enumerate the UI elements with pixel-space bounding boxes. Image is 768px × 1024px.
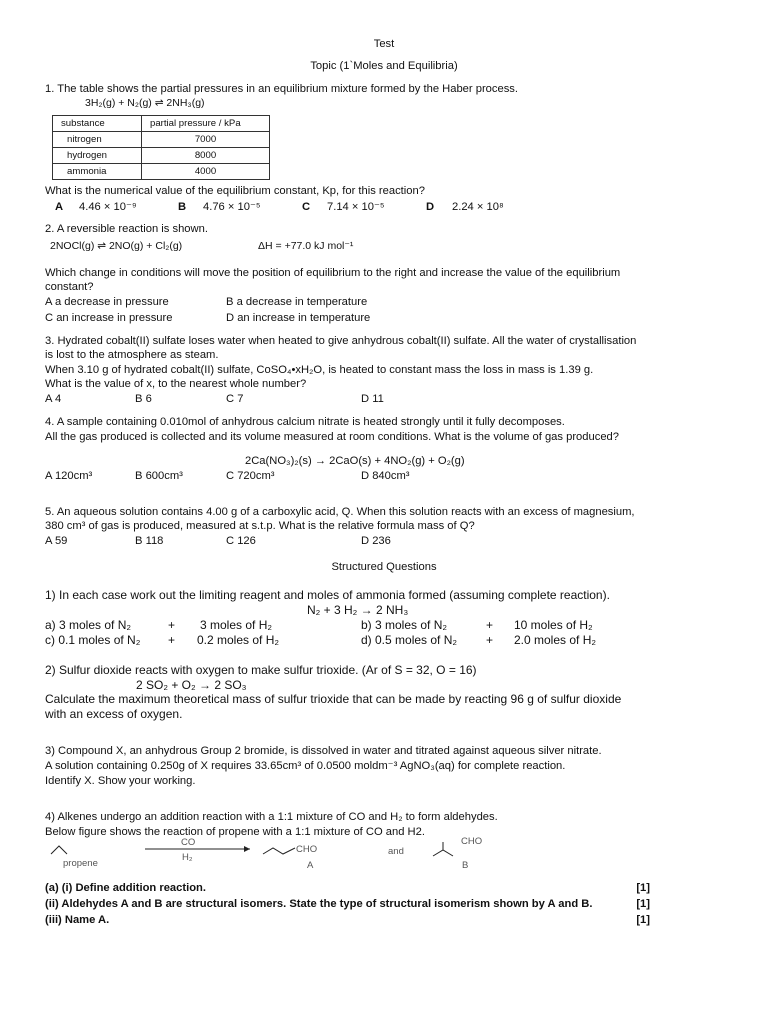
s4-part: (a) (i) Define addition reaction. bbox=[45, 882, 206, 894]
arrow-head bbox=[244, 846, 250, 852]
q2-question: Which change in conditions will move the position of equilibrium to the right and increase the value of the equilibrium bbox=[45, 267, 621, 279]
q3-line: What is the value of x, to the nearest whole number? bbox=[45, 378, 307, 390]
q1-option-letter: D bbox=[426, 201, 435, 213]
table-row bbox=[53, 148, 270, 164]
q5-option: A 59 bbox=[45, 535, 68, 547]
arrow-below-label: H₂ bbox=[182, 852, 193, 863]
q5-option: C 126 bbox=[226, 535, 256, 547]
s1-part-plus: + bbox=[168, 618, 176, 632]
q1-option-text: 4.46 × 10⁻⁹ bbox=[79, 201, 137, 213]
s1-part-label: c) 0.1 moles of N₂ bbox=[45, 633, 141, 647]
test-title: Test bbox=[373, 38, 395, 50]
reaction-scheme bbox=[45, 836, 510, 876]
s4-line: Below figure shows the reaction of propene with a 1:1 mixture of CO and H2. bbox=[45, 826, 425, 838]
s1-part-label: d) 0.5 moles of N₂ bbox=[361, 633, 458, 647]
q3-option: B 6 bbox=[135, 393, 152, 405]
q5-option: D 236 bbox=[361, 535, 391, 547]
arrow-above-label: CO bbox=[181, 837, 196, 848]
s1-part-second: 3 moles of H₂ bbox=[200, 618, 273, 632]
q3-option: D 11 bbox=[361, 393, 384, 405]
product-b-label: B bbox=[462, 860, 469, 871]
s4-part-mark: [1] bbox=[636, 898, 650, 910]
q3-line: When 3.10 g of hydrated cobalt(II) sulfate, CoSO₄•xH₂O, is heated to constant mass the loss in mass is 1.39 g. bbox=[45, 364, 594, 376]
table-cell: hydrogen bbox=[53, 148, 142, 164]
table-cell: ammonia bbox=[53, 164, 142, 180]
q1-option-letter: C bbox=[302, 201, 311, 213]
topic-heading: Topic (1`Moles and Equilibria) bbox=[310, 60, 458, 72]
product-a-label: A bbox=[307, 860, 314, 871]
s1-part-label: b) 3 moles of N₂ bbox=[361, 618, 448, 632]
q2-question-cont: constant? bbox=[45, 281, 94, 293]
s1-part-second: 2.0 moles of H₂ bbox=[514, 633, 597, 647]
propene-label: propene bbox=[63, 858, 98, 869]
s3-line: 3) Compound X, an anhydrous Group 2 bromide, is dissolved in water and titrated against aqueous silver nitrate. bbox=[45, 745, 602, 757]
s2-equation: 2 SO₂ + O₂ → 2 SO₃ bbox=[136, 678, 247, 692]
s4-part-mark: [1] bbox=[636, 914, 650, 926]
q3-line: 3. Hydrated cobalt(II) sulfate loses water when heated to give anhydrous cobalt(II) sulfate. All the water of crystallisation bbox=[45, 335, 637, 347]
q4-option: A 120cm³ bbox=[45, 470, 93, 482]
s1-stem: 1) In each case work out the limiting reagent and moles of ammonia formed (assuming complete reaction). bbox=[45, 588, 610, 602]
q4-option: C 720cm³ bbox=[226, 470, 275, 482]
q2-stem: 2. A reversible reaction is shown. bbox=[45, 223, 208, 235]
q2-equation: 2NOCl(g) ⇌ 2NO(g) + Cl₂(g) bbox=[50, 240, 183, 252]
s4-part: (ii) Aldehydes A and B are structural isomers. State the type of structural isomerism shown by A and B. bbox=[45, 898, 593, 910]
q4-line: 4. A sample containing 0.010mol of anhydrous calcium nitrate is heated strongly until it fully decomposes. bbox=[45, 416, 565, 428]
cho-label-a: CHO bbox=[296, 844, 318, 855]
s1-equation: N₂ + 3 H₂ → 2 NH₃ bbox=[307, 603, 409, 617]
s2-line: with an excess of oxygen. bbox=[45, 707, 183, 721]
propene-skeleton bbox=[51, 846, 67, 854]
q5-line: 380 cm³ of gas is produced, measured at s.t.p. What is the relative formula mass of Q? bbox=[45, 520, 475, 532]
q2-option: D an increase in temperature bbox=[226, 312, 371, 324]
s4-part: (iii) Name A. bbox=[45, 914, 110, 926]
q4-equation: 2Ca(NO₃)₂(s) → 2CaO(s) + 4NO₂(g) + O₂(g) bbox=[245, 455, 465, 467]
q2-option: C an increase in pressure bbox=[45, 312, 173, 324]
q1-option-letter: A bbox=[55, 201, 64, 213]
s4-part-mark: [1] bbox=[636, 882, 650, 894]
q2-enthalpy: ΔH = +77.0 kJ mol⁻¹ bbox=[258, 240, 354, 252]
table-cell: 7000 bbox=[142, 132, 270, 148]
product-b-skeleton bbox=[433, 850, 453, 856]
table-cell: 8000 bbox=[142, 148, 270, 164]
product-a-skeleton bbox=[263, 848, 295, 854]
q4-option: B 600cm³ bbox=[135, 470, 183, 482]
table-row bbox=[53, 132, 270, 148]
q3-option: A 4 bbox=[45, 393, 62, 405]
s2-line: Calculate the maximum theoretical mass of sulfur trioxide that can be made by reacting 96 g of sulfur dioxide bbox=[45, 692, 622, 706]
q1-option-text: 2.24 × 10⁸ bbox=[452, 201, 504, 213]
q2-option: A a decrease in pressure bbox=[45, 296, 169, 308]
q5-line: 5. An aqueous solution contains 4.00 g of a carboxylic acid, Q. When this solution reacts with an excess of magnesium, bbox=[45, 506, 635, 518]
q1-question: What is the numerical value of the equilibrium constant, Kp, for this reaction? bbox=[45, 185, 425, 197]
reaction-scheme-drawing bbox=[45, 836, 510, 876]
s1-part-plus: + bbox=[168, 633, 176, 647]
q1-option-text: 4.76 × 10⁻⁵ bbox=[203, 201, 261, 213]
s4-line: 4) Alkenes undergo an addition reaction with a 1:1 mixture of CO and H₂ to form aldehydes. bbox=[45, 811, 498, 823]
q3-line: is lost to the atmosphere as steam. bbox=[45, 349, 219, 361]
s1-part-plus: + bbox=[486, 633, 494, 647]
s3-line: Identify X. Show your working. bbox=[45, 775, 196, 787]
q1-stem: 1. The table shows the partial pressures in an equilibrium mixture formed by the Haber process. bbox=[45, 83, 519, 95]
q2-option: B a decrease in temperature bbox=[226, 296, 368, 308]
table-cell: nitrogen bbox=[53, 132, 142, 148]
and-label: and bbox=[388, 846, 404, 857]
s3-line: A solution containing 0.250g of X requires 33.65cm³ of 0.0500 moldm⁻³ AgNO₃(aq) for complete reaction. bbox=[45, 760, 566, 772]
q4-line: All the gas produced is collected and its volume measured at room conditions. What is the volume of gas produced? bbox=[45, 431, 619, 443]
q3-option: C 7 bbox=[226, 393, 244, 405]
table-row bbox=[53, 164, 270, 180]
q1-option-text: 7.14 × 10⁻⁵ bbox=[327, 201, 385, 213]
table-header-substance: substance bbox=[53, 116, 142, 132]
q4-option: D 840cm³ bbox=[361, 470, 410, 482]
q1-equation: 3H₂(g) + N₂(g) ⇌ 2NH₃(g) bbox=[85, 97, 205, 109]
cho-label-b: CHO bbox=[461, 836, 483, 847]
s1-part-second: 0.2 moles of H₂ bbox=[197, 633, 280, 647]
q1-table bbox=[52, 115, 270, 180]
s1-part-second: 10 moles of H₂ bbox=[514, 618, 593, 632]
table-header-pressure: partial pressure / kPa bbox=[142, 116, 270, 132]
table-header-row bbox=[53, 116, 270, 132]
q5-option: B 118 bbox=[135, 535, 164, 547]
structured-heading: Structured Questions bbox=[331, 561, 437, 573]
table-cell: 4000 bbox=[142, 164, 270, 180]
s1-part-plus: + bbox=[486, 618, 494, 632]
q1-option-letter: B bbox=[178, 201, 187, 213]
s1-part-label: a) 3 moles of N₂ bbox=[45, 618, 132, 632]
s2-stem: 2) Sulfur dioxide reacts with oxygen to make sulfur trioxide. (Ar of S = 32, O = 16) bbox=[45, 663, 477, 677]
